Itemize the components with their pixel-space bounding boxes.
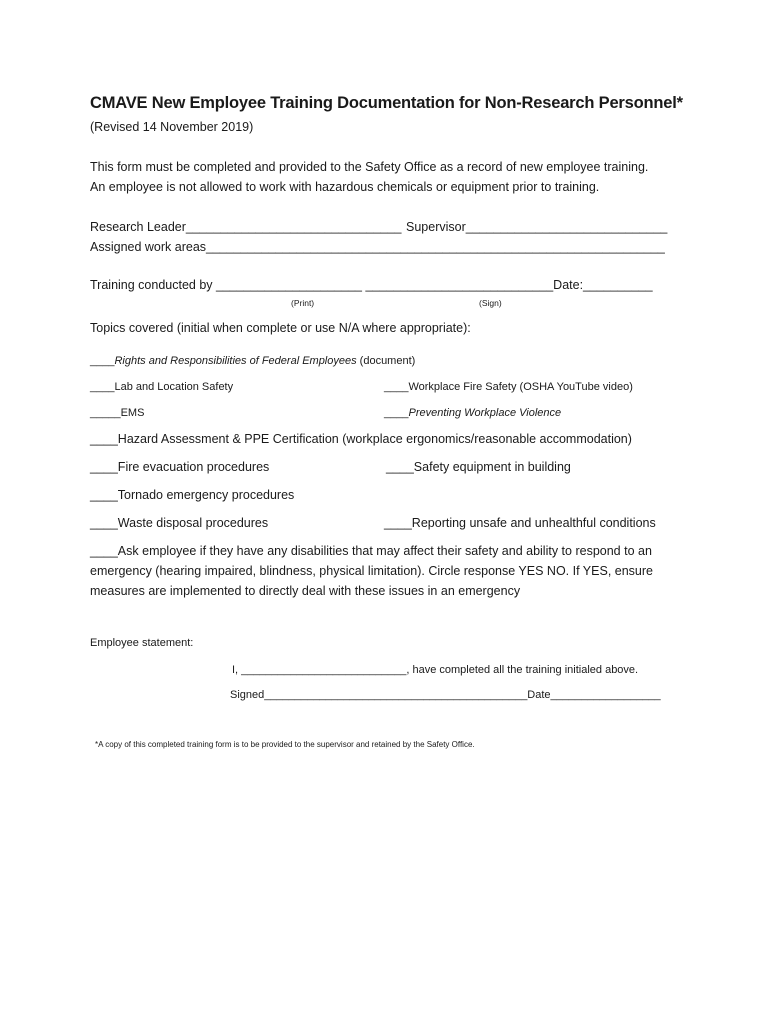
topic-violence-title: Preventing Workplace Violence (408, 407, 562, 419)
revision-date: (Revised 14 November 2019) (90, 120, 254, 134)
topic-safety-equipment[interactable]: ____Safety equipment in building (386, 460, 571, 474)
employee-signature-field[interactable]: Signed___________________________________________Date__________________ (230, 689, 661, 701)
training-conducted-by-field[interactable]: Training conducted by _____________________ ___________________________Date:__________ (90, 278, 653, 292)
topic-violence-blank: ____ (384, 407, 409, 419)
intro-line-1: This form must be completed and provided to the Safety Office as a record of new employee training. (90, 160, 649, 174)
topic-hazard-assessment[interactable]: ____Hazard Assessment & PPE Certification (workplace ergonomics/reasonable accommodation) (90, 432, 632, 446)
topics-heading: Topics covered (initial when complete or use N/A where appropriate): (90, 321, 471, 335)
sign-label: (Sign) (479, 298, 502, 308)
topic-ems[interactable]: _____EMS (90, 407, 145, 419)
topic-waste-disposal[interactable]: ____Waste disposal procedures (90, 516, 269, 530)
topic-lab-safety[interactable]: ____Lab and Location Safety (90, 381, 234, 393)
topic-tornado[interactable]: ____Tornado emergency procedures (90, 488, 295, 502)
topic-rights-title: Rights and Responsibilities of Federal Employees (114, 355, 357, 367)
employee-completed-field[interactable]: I, ___________________________, have completed all the training initialed above. (232, 664, 639, 676)
footnote: *A copy of this completed training form is to be provided to the supervisor and retained by the Safety Office. (95, 740, 475, 749)
topic-workplace-violence[interactable] (384, 407, 561, 419)
topic-rights-suffix: (document) (356, 355, 416, 367)
topic-fire-safety[interactable]: ____Workplace Fire Safety (OSHA YouTube video) (384, 381, 633, 393)
topic-fire-evacuation[interactable]: ____Fire evacuation procedures (90, 460, 270, 474)
intro-line-2: An employee is not allowed to work with hazardous chemicals or equipment prior to training. (90, 180, 600, 194)
print-label: (Print) (291, 298, 315, 308)
topic-disabilities[interactable]: ____Ask employee if they have any disabilities that may affect their safety and ability to respond to an emergency (hearing impaired, blindness, physical limitation). Circle response YES NO. If YES, ensure measures are implemented to directly deal with these issues in an emergency (90, 544, 653, 598)
research-leader-field[interactable]: Research Leader_______________________________ (90, 220, 402, 234)
topic-rights-blank: ____ (90, 355, 115, 367)
topic-reporting-conditions[interactable]: ____Reporting unsafe and unhealthful conditions (384, 516, 656, 530)
employee-statement-label: Employee statement: (90, 637, 194, 649)
topic-rights-responsibilities[interactable] (90, 355, 415, 367)
assigned-work-areas-field[interactable]: Assigned work areas__________________________________________________________________ (90, 240, 665, 254)
supervisor-field[interactable]: Supervisor_____________________________ (406, 220, 668, 234)
page-title: CMAVE New Employee Training Documentation for Non-Research Personnel* (90, 94, 683, 112)
